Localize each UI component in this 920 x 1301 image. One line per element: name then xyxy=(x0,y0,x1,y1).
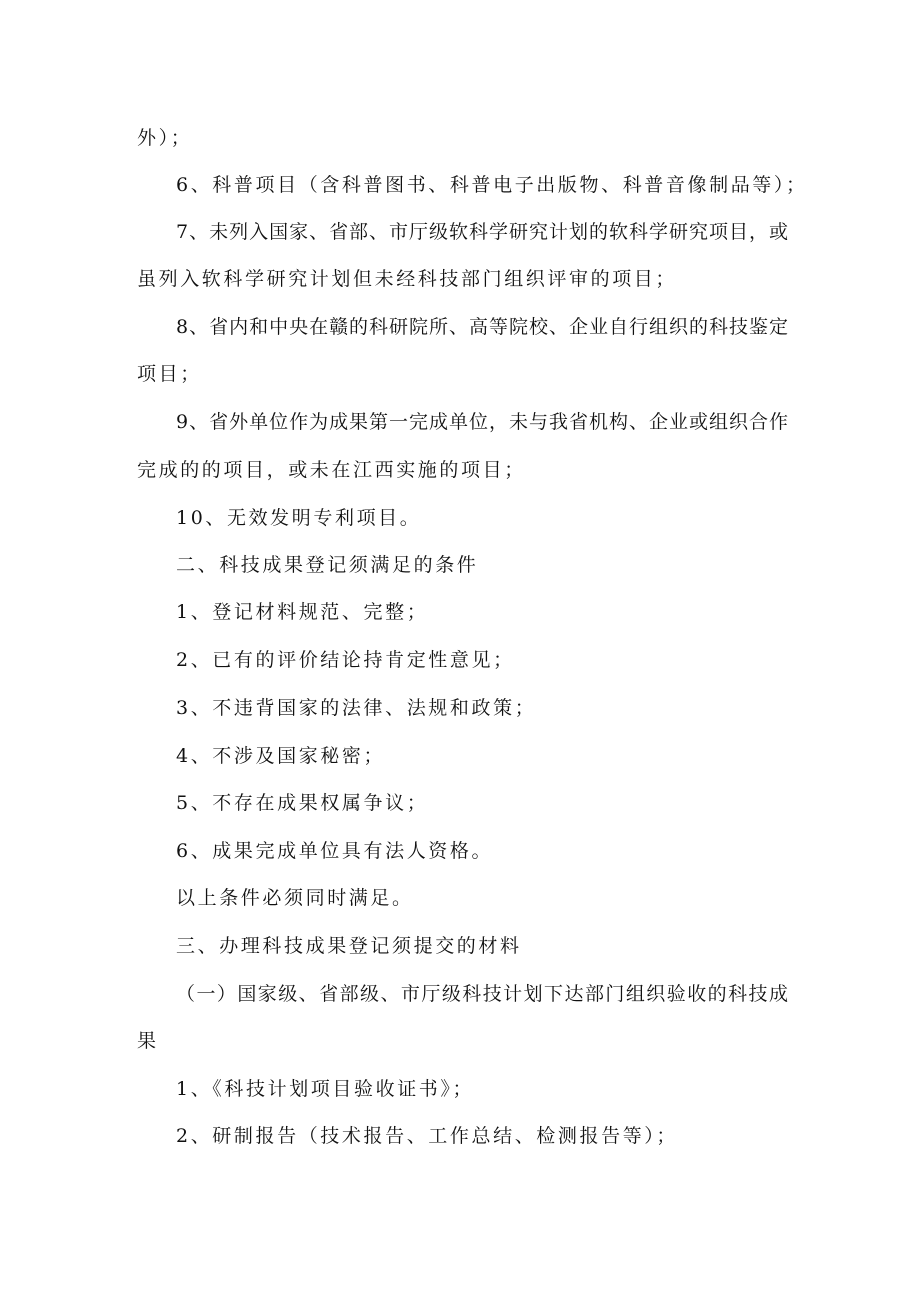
text-line: 以上条件必须同时满足。 xyxy=(176,887,414,909)
section-heading: 二、科技成果登记须满足的条件 xyxy=(176,554,479,576)
text-line: 2、已有的评价结论持肯定性意见； xyxy=(176,649,515,671)
text-line: 5、不存在成果权属争议； xyxy=(176,792,429,814)
text-line: 虽列入软科学研究计划但未经科技部门组织评审的项目； xyxy=(137,268,678,290)
text-line: 8、省内和中央在赣的科研院所、高等院校、企业自行组织的科技鉴定 xyxy=(176,316,788,338)
text-line: 1、登记材料规范、完整； xyxy=(176,601,429,623)
text-line: 1、《科技计划项目验收证书》； xyxy=(176,1078,475,1100)
text-line: 9、省外单位作为成果第一完成单位，未与我省机构、企业或组织合作 xyxy=(176,411,788,433)
text-line: 4、不涉及国家秘密； xyxy=(176,745,386,767)
text-line: （一）国家级、省部级、市厅级科技计划下达部门组织验收的科技成 xyxy=(176,983,788,1005)
text-line: 10、无效发明专利项目。 xyxy=(176,507,422,529)
text-line: 6、成果完成单位具有法人资格。 xyxy=(176,840,494,862)
text-line: 完成的的项目，或未在江西实施的项目； xyxy=(137,459,526,481)
section-heading: 三、办理科技成果登记须提交的材料 xyxy=(176,935,522,957)
text-line: 2、研制报告（技术报告、工作总结、检测报告等）； xyxy=(176,1125,678,1147)
text-line: 7、未列入国家、省部、市厅级软科学研究计划的软科学研究项目，或 xyxy=(176,221,788,243)
text-line: 6、科普项目（含科普图书、科普电子出版物、科普音像制品等）； xyxy=(176,174,808,196)
text-line: 项目； xyxy=(137,363,202,385)
text-line: 3、不违背国家的法律、法规和政策； xyxy=(176,697,537,719)
text-line: 外）； xyxy=(137,127,193,149)
text-line: 果 xyxy=(137,1030,159,1052)
